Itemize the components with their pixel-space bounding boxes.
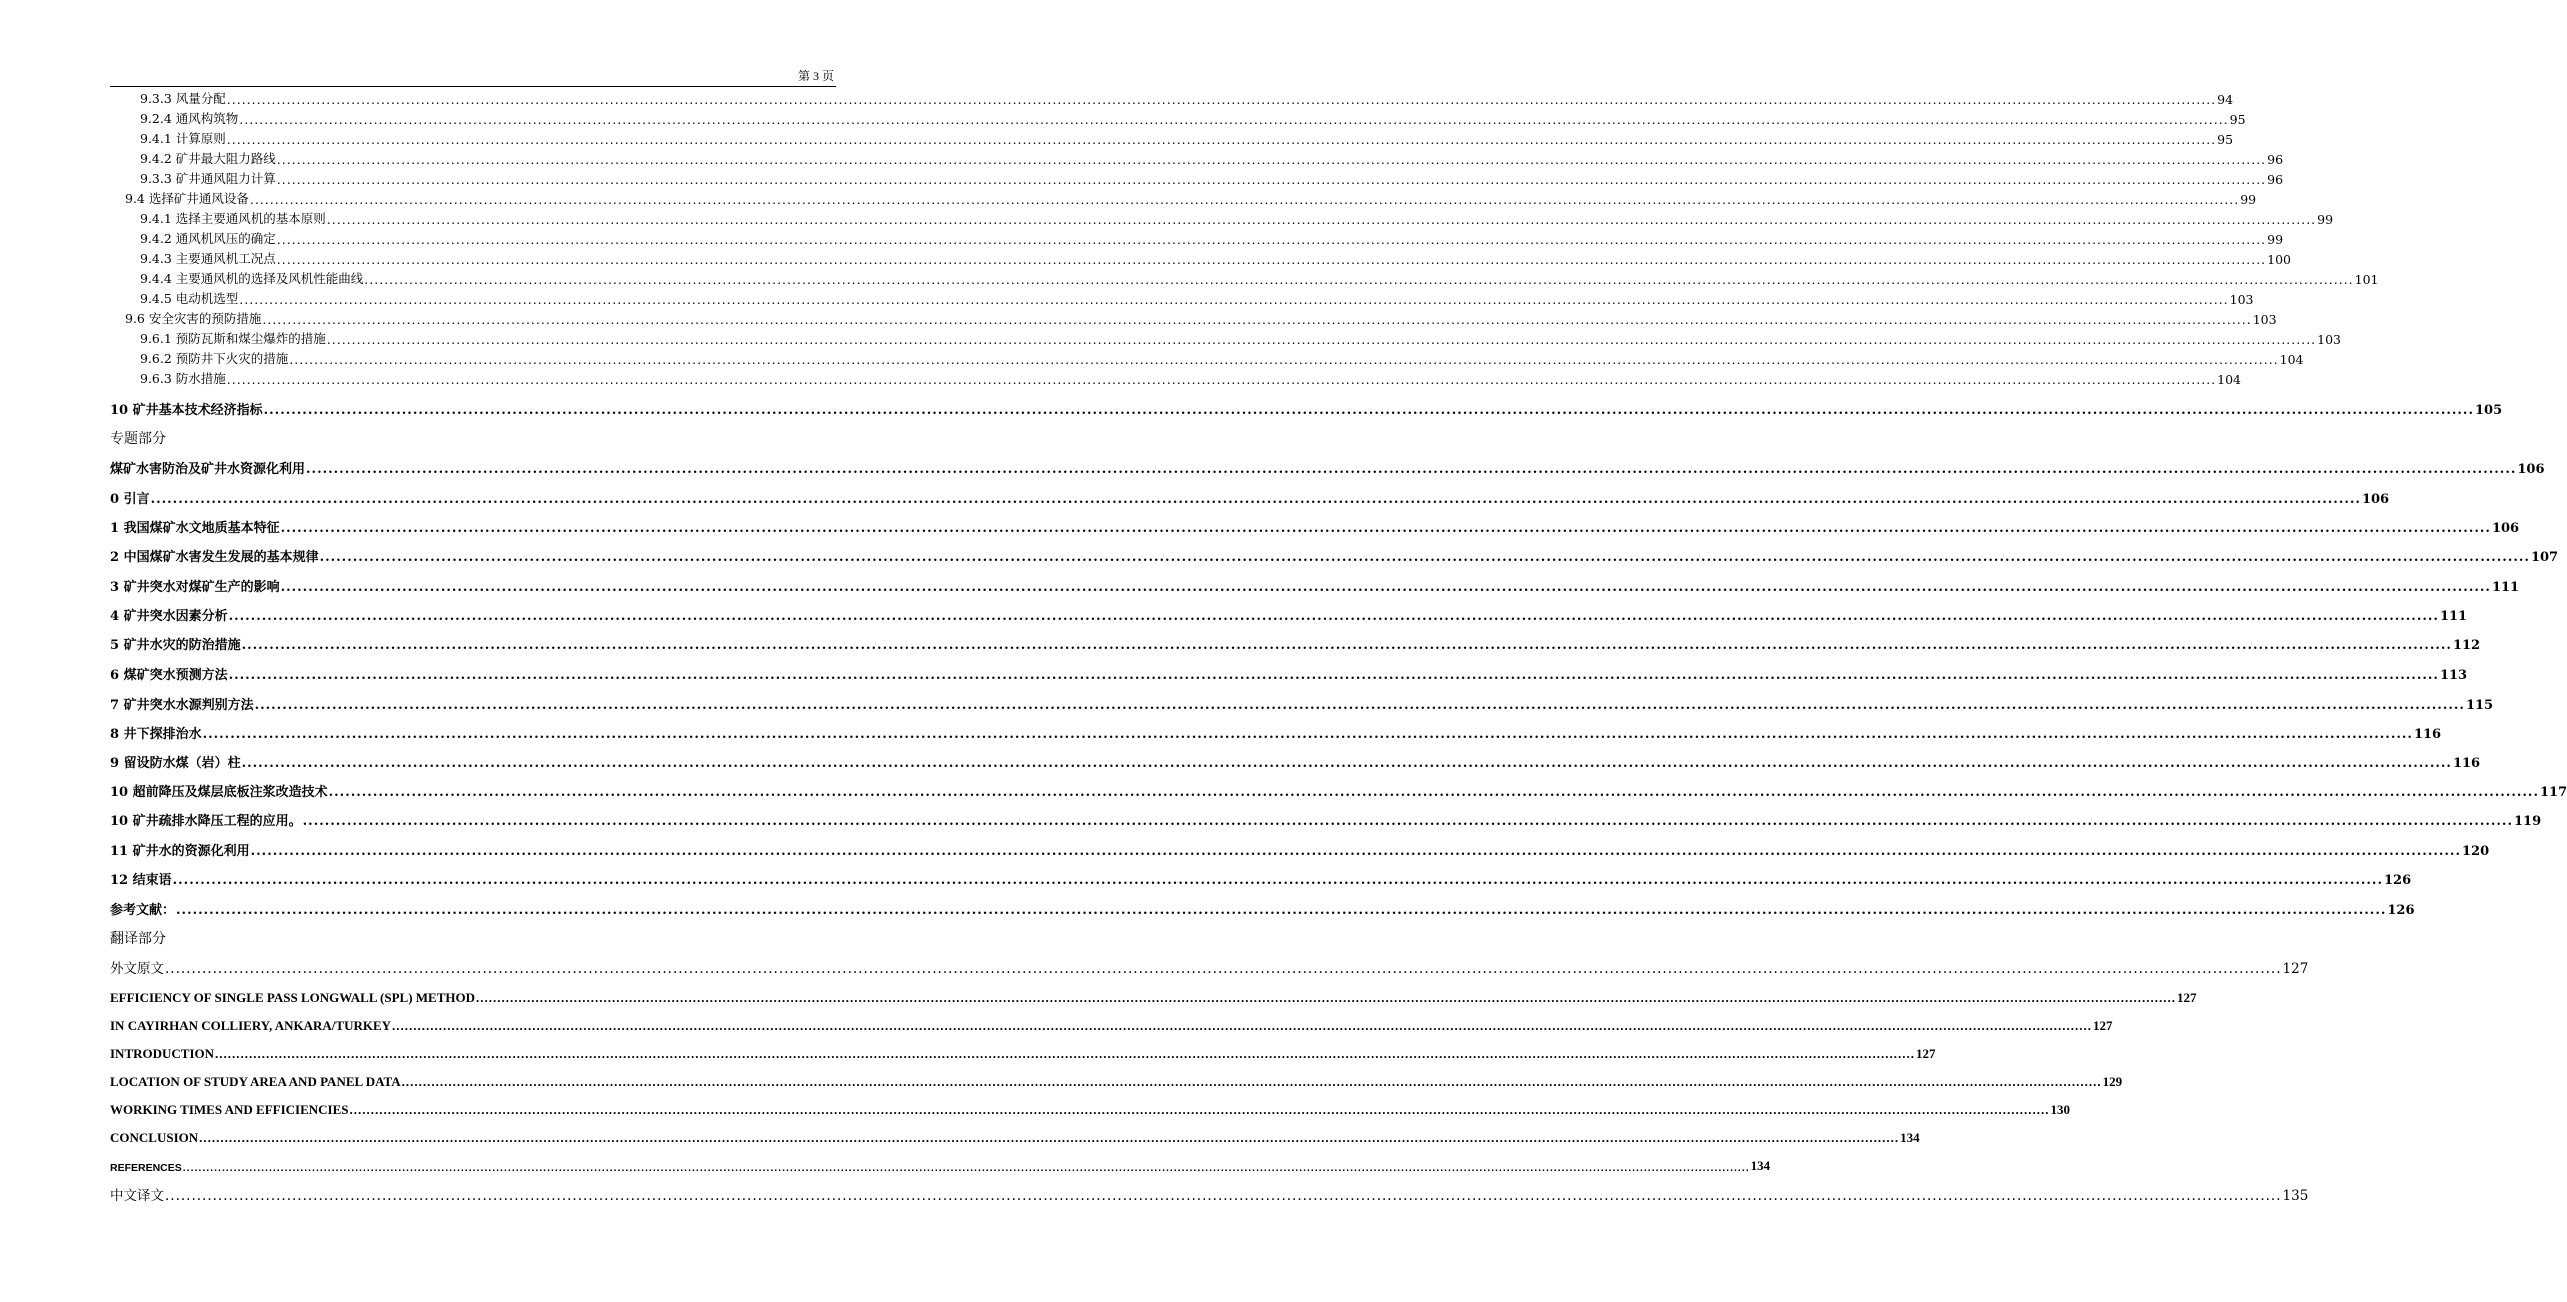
dot-leader: ................................................................................................................................................................................................................................................................................................................................................................................................................ <box>250 844 2461 859</box>
dot-leader: ................................................................................................................................................................................................................................................................................................................................................................................................................ <box>241 756 2452 771</box>
dot-leader: ................................................................................................................................................................................................................................................................................................................................................................................................................ <box>176 903 2387 918</box>
dot-leader: ................................................................................................................................................................................................................................................................................................................................................................................................................ <box>249 192 2240 207</box>
toc-entry-title: LOCATION OF STUDY AREA AND PANEL DATA <box>110 1074 401 1089</box>
toc-entry[interactable] <box>110 399 2503 418</box>
toc-entry-title: 3 矿井突水对煤矿生产的影响 <box>110 580 280 595</box>
toc-entry[interactable] <box>110 899 2415 918</box>
toc-entry-page: 100 <box>2267 252 2291 267</box>
toc-entry-page: 99 <box>2267 232 2284 247</box>
toc-entry[interactable] <box>140 350 2304 367</box>
toc-entry-title: 9.4.3 主要通风机工况点 <box>140 251 276 266</box>
toc-entry-page: 134 <box>1750 1158 1771 1173</box>
toc-entry-title: 5 矿井水灾的防治措施 <box>110 638 241 653</box>
toc-entry[interactable] <box>110 1185 2309 1204</box>
toc-entry-title: 9.4.2 通风机风压的确定 <box>140 231 276 246</box>
dot-leader: ................................................................................................................................................................................................................................................................................................................................................................................................................ <box>280 521 2491 536</box>
toc-entry[interactable] <box>140 130 2234 147</box>
toc-entry[interactable] <box>140 150 2284 167</box>
toc-entry[interactable] <box>110 1071 2123 1090</box>
toc-entry-title: INTRODUCTION <box>110 1046 215 1061</box>
dot-leader: ................................................................................................................................................................................................................................................................................................................................................................................................................ <box>150 492 2361 507</box>
toc-entry[interactable] <box>110 987 2197 1006</box>
dot-leader: ................................................................................................................................................................................................................................................................................................................................................................................................................ <box>226 132 2217 147</box>
toc-entry-page: 126 <box>2387 903 2415 918</box>
toc-entry[interactable] <box>110 840 2490 859</box>
toc-entry-title: 9.3.3 矿井通风阻力计算 <box>140 171 276 186</box>
toc-entry-title: 9.4.1 计算原则 <box>140 131 226 146</box>
toc-entry-page: 127 <box>1916 1046 1936 1061</box>
toc-entry[interactable] <box>140 210 2334 227</box>
dot-leader: ................................................................................................................................................................................................................................................................................................................................................................................................................ <box>239 292 2229 307</box>
toc-entry-page: 96 <box>2267 172 2284 187</box>
toc-entry[interactable] <box>125 310 2277 327</box>
toc-entry[interactable] <box>110 1099 2071 1118</box>
toc-entry[interactable] <box>110 458 2545 477</box>
toc-entry-page: 95 <box>2217 132 2234 147</box>
toc-entry-page: 101 <box>2354 272 2379 287</box>
dot-leader: ................................................................................................................................................................................................................................................................................................................................................................................................................ <box>276 172 2267 187</box>
dot-leader: ................................................................................................................................................................................................................................................................................................................................................................................................................ <box>289 352 2279 367</box>
dot-leader: ................................................................................................................................................................................................................................................................................................................................................................................................................ <box>228 668 2439 683</box>
toc-entry[interactable] <box>125 190 2257 207</box>
dot-leader: ................................................................................................................................................................................................................................................................................................................................................................................................................ <box>306 462 2517 477</box>
toc-entry-page: 135 <box>2282 1188 2309 1204</box>
dot-leader: ................................................................................................................................................................................................................................................................................................................................................................................................................ <box>326 332 2317 347</box>
toc-entry-page: 113 <box>2439 668 2468 683</box>
toc-entry[interactable] <box>110 723 2442 742</box>
toc-entry-title: 9.6.2 预防井下火灾的措施 <box>140 351 289 366</box>
toc-entry[interactable] <box>140 230 2284 247</box>
toc-entry[interactable] <box>140 170 2284 187</box>
toc-entry-page: 117 <box>2539 785 2567 800</box>
toc-entry-page: 129 <box>2102 1074 2123 1089</box>
dot-leader: ................................................................................................................................................................................................................................................................................................................................................................................................................ <box>202 727 2413 742</box>
toc-entry-page: 103 <box>2317 332 2341 347</box>
toc-entry-title: IN CAYIRHAN COLLIERY, ANKARA/TURKEY <box>110 1018 392 1033</box>
toc-entry[interactable] <box>140 110 2246 127</box>
dot-leader: ................................................................................................................................................................................................................................................................................................................................................................................................................ <box>165 961 2282 977</box>
toc-entry-title: 9.6 安全灾害的预防措施 <box>125 311 262 326</box>
toc-entry[interactable] <box>110 1015 2113 1034</box>
toc-entry[interactable] <box>110 1155 1771 1174</box>
toc-entry-title: 12 结束语 <box>110 873 172 888</box>
toc-entry-page: 134 <box>1900 1130 1920 1145</box>
dot-leader: ................................................................................................................................................................................................................................................................................................................................................................................................................ <box>199 1130 1900 1145</box>
toc-entry-page: 105 <box>2474 403 2503 418</box>
toc-entry[interactable] <box>110 752 2481 771</box>
dot-leader: ................................................................................................................................................................................................................................................................................................................................................................................................................ <box>364 272 2354 287</box>
toc-entry-title: 9 留设防水煤（岩）柱 <box>110 756 241 771</box>
toc-entry-page: 112 <box>2452 638 2481 653</box>
toc-entry[interactable] <box>140 250 2291 267</box>
toc-entry-page: 115 <box>2465 698 2494 713</box>
toc-entry-title: 9.4.2 矿井最大阻力路线 <box>140 151 276 166</box>
page-header <box>110 62 836 87</box>
toc-entry-page: 119 <box>2513 814 2542 829</box>
dot-leader: ................................................................................................................................................................................................................................................................................................................................................................................................................ <box>226 372 2217 387</box>
toc-entry-title: 9.2.4 通风构筑物 <box>140 111 239 126</box>
toc-entry-title: CONCLUSION <box>110 1130 199 1145</box>
page-number: 第 3 页 <box>797 69 834 83</box>
toc-entry-page: 106 <box>2361 492 2390 507</box>
toc-section-heading: 专题部分 <box>110 431 166 447</box>
toc-entry-title: 0 引言 <box>110 492 150 507</box>
toc-entry-title: 11 矿井水的资源化利用 <box>110 844 250 859</box>
toc-entry[interactable] <box>110 546 2559 565</box>
toc-entry-title: 9.4 选择矿井通风设备 <box>125 191 249 206</box>
dot-leader: ................................................................................................................................................................................................................................................................................................................................................................................................................ <box>228 609 2439 624</box>
toc-entry-page: 130 <box>2050 1102 2071 1117</box>
toc-entry-title: 10 矿井基本技术经济指标 <box>110 403 263 418</box>
dot-leader: ................................................................................................................................................................................................................................................................................................................................................................................................................ <box>280 580 2491 595</box>
toc-entry[interactable] <box>140 330 2341 347</box>
toc-entry[interactable] <box>110 488 2390 507</box>
dot-leader: ................................................................................................................................................................................................................................................................................................................................................................................................................ <box>276 252 2267 267</box>
toc-entry[interactable] <box>110 958 2309 977</box>
dot-leader: ................................................................................................................................................................................................................................................................................................................................................................................................................ <box>276 232 2267 247</box>
toc-entry[interactable] <box>140 270 2379 287</box>
toc-entry[interactable] <box>110 1043 1936 1062</box>
toc-entry-title: 外文原文 <box>110 961 164 977</box>
dot-leader: ................................................................................................................................................................................................................................................................................................................................................................................................................ <box>241 638 2452 653</box>
toc-entry-title: 参考文献： <box>110 903 176 918</box>
toc-entry-page: 95 <box>2229 112 2246 127</box>
toc-section-heading: 翻译部分 <box>110 931 166 947</box>
toc-entry[interactable] <box>110 694 2494 713</box>
dot-leader: ................................................................................................................................................................................................................................................................................................................................................................................................................ <box>392 1018 2093 1033</box>
toc-entry[interactable] <box>110 517 2520 536</box>
toc-entry[interactable] <box>110 869 2412 888</box>
toc-entry[interactable] <box>110 810 2542 829</box>
dot-leader: ................................................................................................................................................................................................................................................................................................................................................................................................................ <box>349 1102 2050 1117</box>
dot-leader: ................................................................................................................................................................................................................................................................................................................................................................................................................ <box>328 785 2539 800</box>
toc-entry-page: 107 <box>2530 550 2559 565</box>
toc-entry-title: REFERENCES <box>110 1162 182 1174</box>
toc-entry-page: 99 <box>2317 212 2334 227</box>
toc-entry-title: 6 煤矿突水预测方法 <box>110 668 228 683</box>
toc-entry-page: 106 <box>2491 521 2520 536</box>
dot-leader: ................................................................................................................................................................................................................................................................................................................................................................................................................ <box>215 1046 1916 1061</box>
dot-leader: ................................................................................................................................................................................................................................................................................................................................................................................................................ <box>276 152 2267 167</box>
toc-entry[interactable] <box>140 290 2254 307</box>
toc-entry-title: 9.6.3 防水措施 <box>140 371 226 386</box>
dot-leader: ................................................................................................................................................................................................................................................................................................................................................................................................................ <box>226 92 2217 107</box>
toc-entry-page: 106 <box>2517 462 2545 477</box>
toc-entry-page: 103 <box>2229 292 2254 307</box>
toc-entry-page: 94 <box>2217 92 2234 107</box>
dot-leader: ................................................................................................................................................................................................................................................................................................................................................................................................................ <box>476 990 2177 1005</box>
toc-entry[interactable] <box>140 370 2241 387</box>
toc-entry-page: 104 <box>2279 352 2304 367</box>
dot-leader: ................................................................................................................................................................................................................................................................................................................................................................................................................ <box>319 550 2530 565</box>
dot-leader: ................................................................................................................................................................................................................................................................................................................................................................................................................ <box>254 698 2465 713</box>
toc-entry-page: 103 <box>2252 312 2277 327</box>
toc-entry-title: 8 井下探排治水 <box>110 727 202 742</box>
toc-entry-title: 7 矿井突水水源判别方法 <box>110 698 254 713</box>
toc-entry-title: 4 矿井突水因素分析 <box>110 609 228 624</box>
toc-entry-page: 99 <box>2240 192 2257 207</box>
toc-entry-title: 2 中国煤矿水害发生发展的基本规律 <box>110 550 319 565</box>
toc-entry-page: 116 <box>2452 756 2481 771</box>
toc-entry-page: 127 <box>2177 990 2197 1005</box>
toc-entry[interactable] <box>110 634 2481 653</box>
dot-leader: ................................................................................................................................................................................................................................................................................................................................................................................................................ <box>302 814 2513 829</box>
dot-leader: ................................................................................................................................................................................................................................................................................................................................................................................................................ <box>263 403 2474 418</box>
dot-leader: ................................................................................................................................................................................................................................................................................................................................................................................................................ <box>401 1074 2102 1089</box>
toc-entry[interactable] <box>110 781 2567 800</box>
toc-entry-title: WORKING TIMES AND EFFICIENCIES <box>110 1102 349 1117</box>
toc-entry-page: 120 <box>2461 844 2490 859</box>
dot-leader: ................................................................................................................................................................................................................................................................................................................................................................................................................ <box>239 112 2229 127</box>
toc-entry-title: EFFICIENCY OF SINGLE PASS LONGWALL (SPL) METHOD <box>110 990 476 1005</box>
toc-entry-page: 126 <box>2383 873 2412 888</box>
toc-entry-page: 127 <box>2282 961 2309 977</box>
dot-leader: ................................................................................................................................................................................................................................................................................................................................................................................................................ <box>172 873 2383 888</box>
toc-entry[interactable] <box>110 1127 1920 1146</box>
toc-entry-page: 104 <box>2217 372 2241 387</box>
toc-entry-title: 1 我国煤矿水文地质基本特征 <box>110 521 280 536</box>
toc-entry-title: 煤矿水害防治及矿井水资源化利用 <box>110 462 306 477</box>
toc-entry-title: 10 超前降压及煤层底板注浆改造技术 <box>110 785 328 800</box>
toc-entry[interactable] <box>110 576 2520 595</box>
toc-entry-title: 9.3.3 风量分配 <box>140 91 226 106</box>
dot-leader: ................................................................................................................................................................................................................................................................................................................................................................................................................ <box>262 312 2252 327</box>
toc-entry-title: 中文译文 <box>110 1188 164 1204</box>
toc-entry[interactable] <box>140 90 2234 107</box>
toc-entry-title: 9.4.1 选择主要通风机的基本原则 <box>140 211 326 226</box>
toc-entry-page: 111 <box>2439 609 2468 624</box>
toc-entry[interactable] <box>110 605 2468 624</box>
toc-entry-title: 9.4.5 电动机选型 <box>140 291 239 306</box>
toc-entry-page: 111 <box>2491 580 2520 595</box>
dot-leader: ................................................................................................................................................................................................................................................................................................................................................................................................................ <box>182 1162 1750 1174</box>
toc-entry-title: 9.4.4 主要通风机的选择及风机性能曲线 <box>140 271 364 286</box>
dot-leader: ................................................................................................................................................................................................................................................................................................................................................................................................................ <box>165 1188 2282 1204</box>
toc-entry-page: 127 <box>2093 1018 2113 1033</box>
toc-entry-page: 96 <box>2267 152 2284 167</box>
dot-leader: ................................................................................................................................................................................................................................................................................................................................................................................................................ <box>326 212 2317 227</box>
toc-entry-page: 116 <box>2413 727 2442 742</box>
toc-entry[interactable] <box>110 664 2468 683</box>
toc-entry-title: 9.6.1 预防瓦斯和煤尘爆炸的措施 <box>140 331 326 346</box>
toc-entry-title: 10 矿井疏排水降压工程的应用。 <box>110 814 302 829</box>
